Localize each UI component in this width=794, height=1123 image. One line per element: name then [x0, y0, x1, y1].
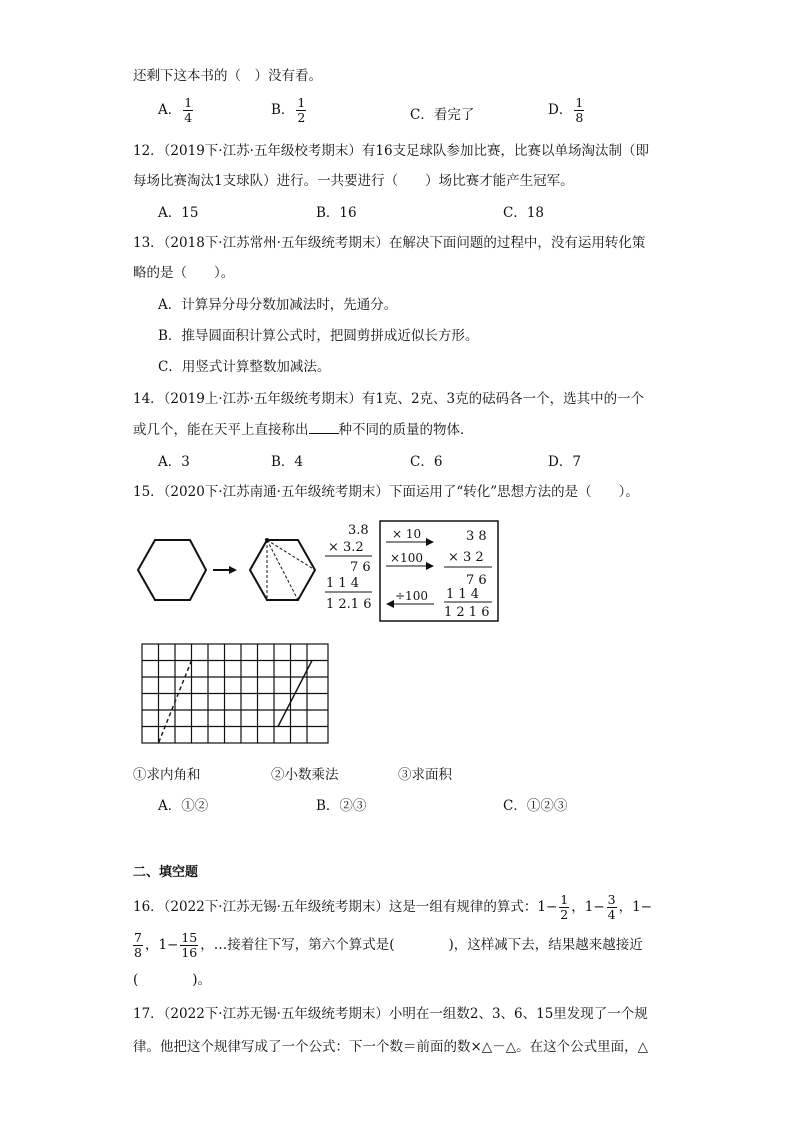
hexagon-figure: [130, 530, 320, 610]
numerator: 3: [607, 892, 616, 907]
diagonal-line: [267, 540, 298, 600]
q14-option-a[interactable]: A．3: [158, 454, 190, 470]
q12-option-a[interactable]: A．15: [158, 205, 199, 221]
q16-line3: ( )。: [133, 972, 212, 988]
q16-intro: 16．（2022下·江苏无锡·五年级统考期末）这是一组有规律的算式：: [133, 899, 538, 915]
q12-option-b[interactable]: B．16: [316, 205, 357, 221]
expr-prefix: 1−: [584, 899, 605, 915]
caption-area: ③求面积: [398, 767, 452, 783]
q11-tail: 还剩下这本书的（ ）没有看。: [133, 68, 322, 84]
q17-line1: 17．（2022下·江苏无锡·五年级统考期末）小明在一组数2、3、6、15里发现了一个规: [133, 1006, 648, 1022]
right-partial-2: 1 1 4: [446, 587, 480, 602]
q13-option-c[interactable]: C．用竖式计算整数加减法。: [158, 359, 331, 375]
numerator: 1: [297, 95, 306, 110]
right-top-number: 3 8: [466, 529, 487, 544]
q14-line2: [133, 419, 474, 440]
arrow-head: [426, 538, 434, 546]
q14-line2-start: 或几个，能在天平上直接称出: [133, 422, 309, 438]
q13-option-a[interactable]: A．计算异分母分数加减法时，先通分。: [158, 297, 398, 313]
q16-line2: [133, 930, 643, 960]
q16-continuation: ，…接着往下写，第六个算式是( )，这样减下去，结果越来越接近: [200, 937, 643, 953]
q11-option-c[interactable]: C．看完了: [410, 107, 475, 123]
left-top-number: 3.8: [348, 523, 369, 538]
q11-option-d[interactable]: [548, 96, 586, 125]
denominator: 2: [297, 110, 306, 125]
q14-line1: 14．（2019上·江苏·五年级统考期末）有1克、2克、3克的砝码各一个，选其中的一个: [133, 391, 645, 407]
separator: ，: [571, 899, 585, 915]
q17-line2: 律。他把这个规律写成了一个公式：下一个数＝前面的数×△－△。在这个公式里面，△: [133, 1039, 648, 1055]
q13-line1: 13．（2018下·江苏常州·五年级统考期末）在解决下面问题的过程中，没有运用转化策: [133, 235, 646, 251]
arrow-head: [229, 566, 237, 574]
divided-hexagon-shape: [250, 540, 315, 600]
q15-option-a[interactable]: A．①②: [158, 798, 209, 814]
vertex-dot: [265, 538, 269, 542]
denominator: 4: [184, 110, 193, 125]
denominator: 8: [134, 945, 142, 960]
fraction: [180, 931, 198, 960]
hexagon-shape: [138, 540, 206, 600]
q14-option-d[interactable]: D．7: [548, 454, 581, 470]
q13-option-b[interactable]: B．推导圆面积计算公式时，把圆剪拼成近似长方形。: [158, 328, 479, 344]
left-partial-1: 7 6: [350, 560, 371, 575]
right-result: 1 2 1 6: [444, 605, 490, 620]
q11-option-a[interactable]: [158, 96, 195, 125]
separator: ，: [144, 937, 159, 953]
q14-option-c[interactable]: C．6: [410, 454, 443, 470]
separator: ，: [618, 899, 633, 915]
fraction: [133, 931, 143, 960]
arrow-head: [386, 600, 394, 608]
fraction: [574, 96, 584, 125]
q12-line1: 12．（2019下·江苏·五年级校考期末）有16支足球队参加比赛，比赛以单场淘汰制（即: [133, 143, 650, 159]
q11-option-b[interactable]: [271, 96, 308, 125]
q13-line2: 略的是（ ）。: [133, 265, 235, 281]
times-ten-label: × 10: [392, 527, 422, 541]
denominator: 4: [607, 907, 616, 922]
q14-line2-end: 种不同的质量的物体．: [338, 422, 474, 438]
expr-prefix: 1−: [632, 899, 652, 915]
section-title: 二、填空题: [133, 865, 199, 880]
option-letter: D．: [548, 102, 573, 118]
numerator: 1: [575, 95, 584, 110]
option-letter: B．: [271, 102, 295, 118]
q15-option-b[interactable]: B．②③: [316, 798, 367, 814]
q12-line2: 每场比赛淘汰1支球队）进行。一共要进行（ ）场比赛才能产生冠军。: [133, 173, 574, 189]
left-result: 1 2.1 6: [326, 597, 372, 612]
q12-option-c[interactable]: C．18: [503, 205, 545, 221]
left-partial-2: 1 1 4: [326, 576, 360, 591]
denominator: 8: [575, 110, 584, 125]
q15-options: [0, 794, 794, 834]
left-multiplier: × 3.2: [328, 540, 364, 555]
expr-prefix: 1−: [158, 937, 179, 953]
fraction: [559, 893, 569, 922]
fraction: [296, 96, 306, 125]
times-hundred-label: ×100: [390, 551, 423, 565]
numerator: 1: [560, 892, 569, 907]
arrow-head: [426, 562, 434, 570]
numerator: 7: [134, 930, 142, 945]
divide-hundred-label: ÷100: [395, 589, 428, 603]
multiplication-figure: [320, 518, 505, 628]
q15-line1: 15．（2020下·江苏南通·五年级统考期末）下面运用了“转化”思想方法的是（ ）。: [133, 484, 639, 500]
q15-option-c[interactable]: C．①②③: [503, 798, 568, 814]
numerator: 15: [181, 930, 198, 945]
right-multiplier: × 3 2: [448, 550, 484, 565]
denominator: 16: [181, 945, 198, 960]
grid-area-figure: [140, 642, 332, 746]
caption-interior-angle: ①求内角和: [133, 767, 201, 783]
caption-decimal-multiplication: ②小数乘法: [271, 767, 339, 783]
q16-line1: [133, 892, 652, 922]
answer-blank[interactable]: [309, 419, 339, 434]
right-partial-1: 7 6: [466, 573, 487, 588]
q11-options: [0, 96, 794, 136]
fraction: [183, 96, 193, 125]
expr-prefix: 1−: [537, 899, 558, 915]
q14-option-b[interactable]: B．4: [271, 454, 304, 470]
fraction: [607, 893, 617, 922]
numerator: 1: [184, 95, 193, 110]
option-letter: A．: [158, 102, 182, 118]
denominator: 2: [560, 907, 569, 922]
